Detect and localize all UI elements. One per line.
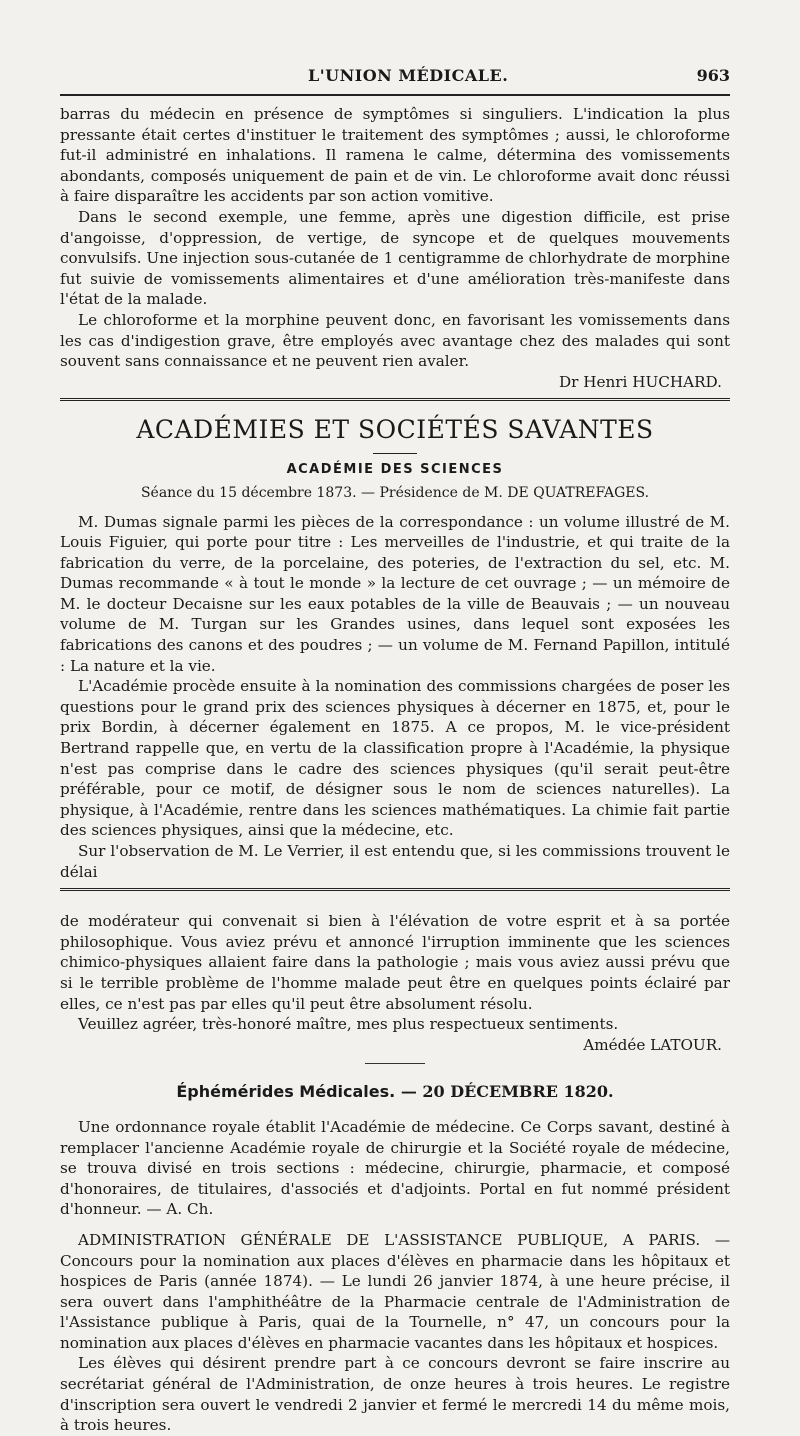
academy-paragraph: L'Académie procède ensuite à la nomination des commissions chargées de poser les questions pour le grand prix des sciences physiques à décerner en 1875, et, pour le prix Bordin, à décerner également en 1875. A ce propos, M. le vice-président Bertrand rappelle que, en vertu de la classification propre à l'Académie, la physique n'est pas comprise dans le cadre des sciences physiques (qu'il serait peut-être préférable, pour ce motif, de désigner sous le nom de sciences naturelles). La physique, à l'Académie, rentre dans les sciences mathématiques. La chimie fait partie des sciences physiques, ainsi que la médecine, etc. [60, 677, 730, 840]
administration-section [60, 1230, 730, 1436]
letter-signature: Amédée LATOUR. [583, 1035, 722, 1054]
article-paragraph: Le chloroforme et la morphine peuvent donc, en favorisant les vomissements dans les cas d'indigestion grave, être employés avec avantage chez des malades qui sont souvent sans connaissance et ne peuvent rien avaler. [60, 310, 730, 371]
administration-text: — Concours pour la nomination aux places d'élèves en pharmacie dans les hôpitaux et hospices de Paris (année 1874). — Le lundi 26 janvier 1874, à une heure précise, il sera ouvert dans l'amphithéâtre de la Pharmacie centrale de l'Administration de l'Assistance publique à Paris, quai de la Tournelle, n° 47, un concours pour la nomination aux places d'élèves en pharmacie vacantes dans les hôpitaux et hospices. [60, 1230, 730, 1352]
academy-subtitle: ACADÉMIE DES SCIENCES [286, 462, 504, 478]
section-title: ACADÉMIES ET SOCIÉTÉS SAVANTES [136, 415, 654, 445]
ephemerides-title: Éphémérides Médicales. [176, 1082, 396, 1102]
administration-paragraph [60, 1230, 730, 1354]
academy-paragraph: M. Dumas signale parmi les pièces de la correspondance : un volume illustré de M. Louis Figuier, qui porte pour titre : Les merveilles de l'industrie, et qui traite de la fabrication du verre, de la porcelaine, des poteries, de l'extraction du sel, etc. M. Dumas recommande « à tout le monde » la lecture de cet ouvrage ; — un mémoire de M. le docteur Decaisne sur les eaux potables de la ville de Beauvais ; — un nouveau volume de M. Turgan sur les Grandes usines, dans lequel sont exposées les fabrications des canons et des poudres ; — un volume de M. Fernand Papillon, intitulé : La nature et la vie. [60, 512, 730, 675]
journal-title: L'UNION MÉDICALE. [308, 66, 509, 85]
section-rule [60, 398, 730, 403]
seance-line: Séance du 15 décembre 1873. — Présidence de M. DE QUATREFAGES. [140, 484, 650, 501]
page-number: 963 [696, 66, 730, 85]
page-header [60, 60, 730, 90]
article-paragraph: Dans le second exemple, une femme, après une digestion difficile, est prise d'angoisse, d'oppression, de vertige, de syncope et de quelques mouvements convulsifs. Une injection sous-cutanée de 1 centigramme de chlorhydrate de morphine fut suivie de vomissements alimentaires et d'une amélioration très-manifeste dans l'état de la malade. [60, 207, 730, 309]
article-paragraph: barras du médecin en présence de symptômes si singuliers. L'indication la plus pressante était certes d'instituer le traitement des symptômes ; aussi, le chloroforme fut-il administré en inhalations. Il ramena le calme, détermina des vomissements abondants, composés uniquement de pain et de vin. Le chloroforme avait donc réussi à faire disparaître les accidents par son action vomitive. [60, 105, 730, 206]
administration-paragraph: Les élèves qui désirent prendre part à ce concours devront se faire inscrire au secrétariat général de l'Administration, de onze heures à trois heures. Le registre d'inscription sera ouvert le vendredi 2 janvier et fermé le mercredi 14 du même mois, à trois heures. [60, 1354, 730, 1435]
feuilleton-rule [60, 888, 730, 893]
article-end [60, 104, 730, 392]
ephemerides-date: — 20 DÉCEMBRE 1820. [400, 1082, 614, 1102]
letter-rule [365, 1063, 425, 1064]
ephemerides-heading [60, 1082, 730, 1103]
ephemerides-paragraph: Une ordonnance royale établit l'Académie de médecine. Ce Corps savant, destiné à remplacer l'ancienne Académie royale de chirurgie et la Société royale de médecine, se trouva divisé en trois sections : médecine, chirurgie, pharmacie, et composé d'honoraires, de titulaires, d'associés et d'adjoints. Portal en fut nommé président d'honneur. — A. Ch. [60, 1117, 730, 1219]
title-rule [373, 453, 417, 454]
letter-paragraph: de modérateur qui convenait si bien à l'élévation de votre esprit et à sa portée philosophique. Vous aviez prévu et annoncé l'irruption imminente que les sciences chimico-physiques allaient faire dans la pathologie ; mais vous aviez aussi prévu que si le terrible problème de l'homme malade peut être en quelques points éclairé par elles, ce n'est pas par elles qu'il peut être absolument résolu. [60, 912, 730, 1013]
letter-paragraph: Veuillez agréer, très-honoré maître, mes plus respectueux sentiments. [78, 1015, 619, 1034]
article-signature: Dr Henri HUCHARD. [559, 372, 722, 391]
academy-paragraph: Sur l'observation de M. Le Verrier, il est entendu que, si les commissions trouvent le délai [60, 842, 730, 881]
header-rule [60, 94, 730, 96]
letter-section [60, 911, 730, 1064]
academies-section [60, 415, 730, 882]
administration-heading: ADMINISTRATION GÉNÉRALE DE L'ASSISTANCE PUBLIQUE, A PARIS. [78, 1230, 701, 1249]
